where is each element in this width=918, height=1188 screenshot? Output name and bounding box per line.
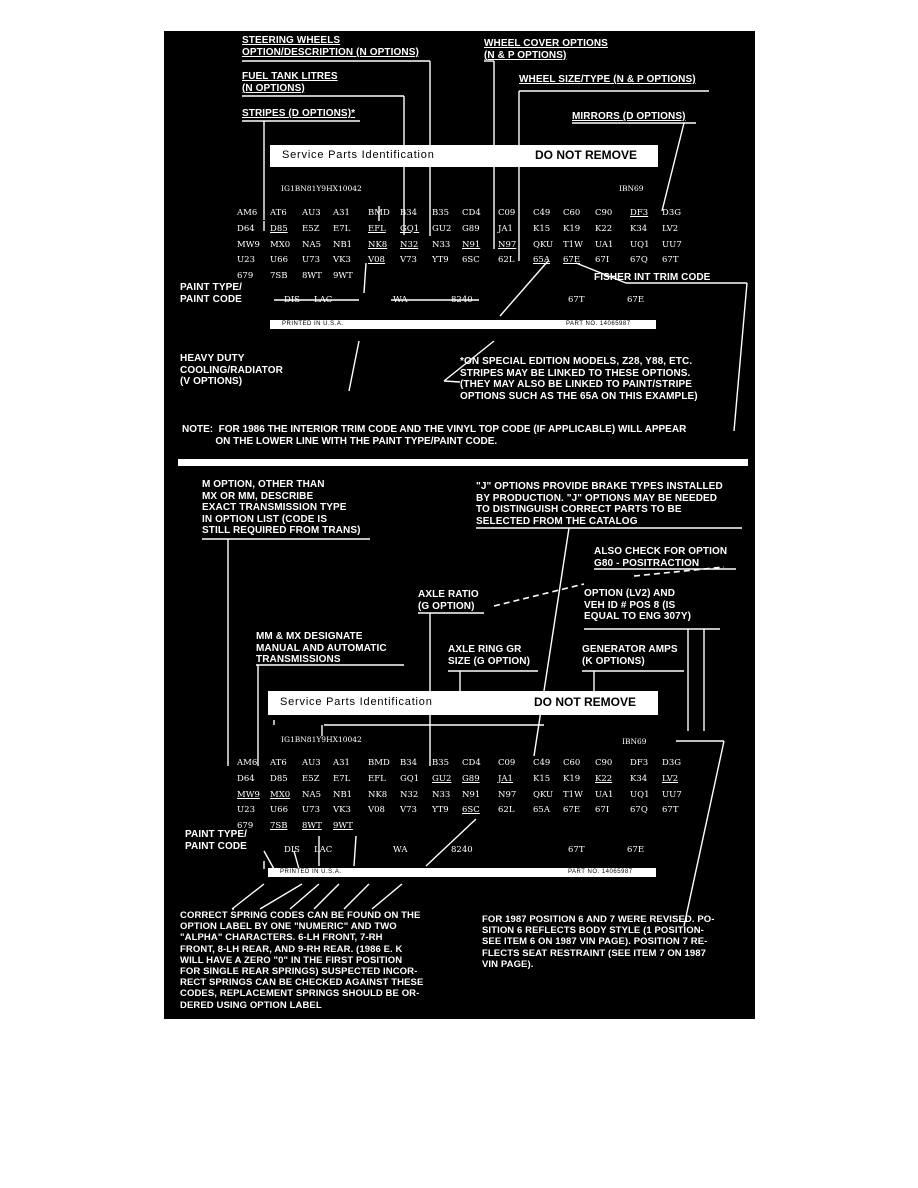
position-revision-note: FOR 1987 POSITION 6 AND 7 WERE REVISED. PO- SITION 6 REFLECTS BODY STYLE (1 POSITION- SEE ITEM 6 ON 1987 VIN PAGE). POSITION 7 RE- FLECTS SEAT RESTRAINT (SEE ITEM 7 ON 1987 VIN PAGE). [482,914,715,970]
top-option-code: 67E [563,255,581,266]
bottom-option-code: AT6 [270,758,287,768]
bottom-option-code: 65A [533,805,550,816]
bottom-option-code: U73 [302,805,320,816]
bottom-option-code: YT9 [432,805,449,816]
top-option-code: T1W [563,239,583,250]
top-option-code: E7L [333,223,351,234]
top-option-code: 679 [237,271,254,282]
top-option-code: NA5 [302,239,321,250]
bottom-option-code: AU3 [302,758,321,768]
bottom-vin: IG1BN81Y9HX10042 [281,735,362,744]
mm-mx-callout: MM & MX DESIGNATE MANUAL AND AUTOMATIC TRANSMISSIONS [256,631,387,665]
bottom-option-code: VK3 [333,805,351,816]
bottom-option-code: U23 [237,805,255,816]
top-printed: PRINTED IN U.S.A. [282,321,344,327]
top-option-code: V08 [368,255,385,266]
bottom-paint-type-callout: PAINT TYPE/ PAINT CODE [185,829,248,852]
mirrors-callout: MIRRORS (D OPTIONS) [572,111,686,122]
top-option-code: B35 [432,208,450,218]
top-code: IBN69 [619,184,644,193]
bottom-option-code: G89 [462,773,480,784]
bottom-option-code: DF3 [630,758,649,768]
top-option-code: CD4 [462,208,481,218]
bottom-option-code: NB1 [333,789,353,800]
top-option-code: K15 [533,223,551,234]
top-option-code: BMD [368,208,390,218]
top-vin: IG1BN81Y9HX10042 [281,184,362,193]
top-option-code: 67T [662,255,679,266]
top-option-code: D64 [237,223,255,234]
bottom-code: IBN69 [622,737,647,746]
top-option-code: EFL [368,223,386,234]
top-option-code: U66 [270,255,288,266]
top-paint-type-callout: PAINT TYPE/ PAINT CODE [180,282,243,305]
bottom-option-code: 7SB [270,821,288,832]
bottom-option-code: E5Z [302,773,320,784]
bottom-option-code: UQ1 [630,789,650,800]
top-option-code: 65A [533,255,550,266]
top-option-code: N32 [400,239,419,250]
bottom-option-code: 679 [237,821,254,832]
bottom-option-code: CD4 [462,758,481,768]
top-option-code: N91 [462,239,481,250]
spring-codes-note: CORRECT SPRING CODES CAN BE FOUND ON THE OPTION LABEL BY ONE "NUMERIC" AND TWO "ALPHA" CHARACTERS. 6-LH FRONT, 7-RH FRONT, 8-LH REAR, AND 9-RH REAR. (1986 E. K WILL HAVE A ZERO "0" IN THE FIRST POSITION FOR SINGLE REAR SPRINGS) SUSPECTED INCOR- RECT SPRINGS CAN BE CHECKED AGAINST THESE CODES, REPLACEMENT SPRINGS SHOULD BE OR- DERED USING OPTION LABEL [180,910,424,1011]
paint-code-value: LAC [314,845,333,855]
top-option-code: AT6 [270,208,287,218]
top-option-code: N33 [432,239,451,250]
bottom-option-code: 8WT [302,821,322,832]
top-option-code: MX0 [270,239,291,250]
top-option-code: C09 [498,208,516,218]
bottom-option-code: C60 [563,758,581,768]
top-option-code: A31 [333,208,350,218]
top-option-code: NK8 [368,239,388,250]
bottom-option-code: 62L [498,805,515,816]
bottom-option-code: 67T [662,805,679,816]
paint-code-value: 67E [627,845,645,855]
bottom-printed: PRINTED IN U.S.A. [280,869,342,875]
top-option-code: K22 [595,223,613,234]
top-option-code: N97 [498,239,517,250]
bottom-option-code: B35 [432,758,450,768]
top-option-code: U23 [237,255,255,266]
bottom-part-no: PART NO. 14065987 [568,869,633,875]
bottom-option-code: MX0 [270,789,291,800]
bottom-option-code: UU7 [662,789,682,800]
paint-code-value: LAC [314,295,333,305]
bottom-label-header [268,691,658,715]
top-option-code: VK3 [333,255,351,266]
paint-code-value: WA [393,295,408,305]
bottom-option-code: UA1 [595,789,614,800]
bottom-option-code: N32 [400,789,419,800]
bottom-label-title: Service Parts Identification [280,696,433,708]
axle-ring-callout: AXLE RING GR SIZE (G OPTION) [448,644,531,667]
paint-code-value: 8240 [451,845,473,855]
steering-wheels-callout: STEERING WHEELS OPTION/DESCRIPTION (N OPTIONS) [242,35,419,58]
stripes-callout: STRIPES (D OPTIONS)* [242,108,356,119]
heavy-duty-callout: HEAVY DUTY COOLING/RADIATOR (V OPTIONS) [180,353,283,387]
top-option-code: AM6 [237,208,258,218]
bottom-option-code: GQ1 [400,773,420,784]
bottom-option-code: 9WT [333,821,353,832]
bottom-option-code: D85 [270,773,288,784]
top-option-code: C49 [533,208,551,218]
bottom-option-code: EFL [368,773,386,784]
bottom-option-code: V08 [368,805,385,816]
top-label-header [270,145,658,167]
paint-code-value: DIS [284,845,300,855]
wheel-cover-callout: WHEEL COVER OPTIONS (N & P OPTIONS) [484,38,608,61]
bottom-option-code: LV2 [662,773,679,784]
bottom-option-code: QKU [533,789,554,800]
top-option-code: YT9 [432,255,449,266]
m-option-callout: M OPTION, OTHER THAN MX OR MM, DESCRIBE EXACT TRANSMISSION TYPE IN OPTION LIST (CODE IS STILL REQUIRED FROM TRANS) [202,479,361,536]
top-option-code: E5Z [302,223,320,234]
bottom-option-code: V73 [400,805,417,816]
top-option-code: GQ1 [400,223,420,234]
top-option-code: QKU [533,239,554,250]
top-option-code: 67Q [630,255,648,266]
top-option-code: UQ1 [630,239,650,250]
bottom-option-code: N33 [432,789,451,800]
bottom-option-code: 6SC [462,805,480,816]
top-option-code: V73 [400,255,417,266]
top-option-code: 6SC [462,255,480,266]
fisher-trim-callout: FISHER INT TRIM CODE [594,272,711,283]
bottom-option-code: AM6 [237,758,258,768]
interior-trim-note: NOTE: FOR 1986 THE INTERIOR TRIM CODE AND THE VINYL TOP CODE (IF APPLICABLE) WILL APPEAR ON THE LOWER LINE WITH THE PAINT TYPE/PAINT CODE. [182,424,687,447]
top-option-code: D85 [270,223,288,234]
bottom-option-code: D3G [662,758,682,768]
bottom-option-code: D64 [237,773,255,784]
bottom-label-warning: DO NOT REMOVE [534,695,637,709]
top-label-footer [270,320,656,329]
bottom-option-code: K19 [563,773,581,784]
bottom-option-code: C90 [595,758,613,768]
top-option-code: UU7 [662,239,682,250]
top-option-code: D3G [662,208,682,218]
bottom-option-code: U66 [270,805,288,816]
bottom-option-code: C49 [533,758,551,768]
paint-code-value: 67T [568,295,585,305]
top-option-code: 9WT [333,271,353,282]
top-option-code: 8WT [302,271,322,282]
bottom-option-code: 67Q [630,805,648,816]
bottom-option-code: C09 [498,758,516,768]
paint-code-value: 8240 [451,295,473,305]
bottom-option-code: GU2 [432,773,452,784]
bottom-option-code: K15 [533,773,551,784]
j-options-callout: "J" OPTIONS PROVIDE BRAKE TYPES INSTALLED BY PRODUCTION. "J" OPTIONS MAY BE NEEDED TO DISTINGUISH CORRECT PARTS TO BE SELECTED FROM THE CATALOG [476,481,723,527]
wheel-size-callout: WHEEL SIZE/TYPE (N & P OPTIONS) [519,74,696,85]
top-option-code: JA1 [498,223,513,234]
bottom-option-code: BMD [368,758,390,768]
top-option-code: C60 [563,208,581,218]
top-option-code: K34 [630,223,648,234]
special-edition-note: *ON SPECIAL EDITION MODELS, Z28, Y88, ETC. STRIPES MAY BE LINKED TO THESE OPTIONS. (THEY MAY ALSO BE LINKED TO PAINT/STRIPE OPTIONS SUCH AS THE 65A ON THIS EXAMPLE) [460,356,698,402]
bottom-option-code: E7L [333,773,351,784]
top-option-code: LV2 [662,223,679,234]
lv2-callout: OPTION (LV2) AND VEH ID # POS 8 (IS EQUAL TO ENG 307Y) [584,588,692,622]
fuel-tank-callout: FUEL TANK LITRES (N OPTIONS) [242,71,338,94]
top-option-code: UA1 [595,239,614,250]
top-option-code: G89 [462,223,480,234]
top-option-code: 62L [498,255,515,266]
top-option-code: U73 [302,255,320,266]
top-option-code: NB1 [333,239,353,250]
top-option-code: C90 [595,208,613,218]
bottom-option-code: N91 [462,789,481,800]
g80-callout: ALSO CHECK FOR OPTION G80 - POSITRACTION [594,546,728,569]
bottom-label-footer [268,868,656,877]
top-option-code: DF3 [630,208,649,218]
top-label-warning: DO NOT REMOVE [535,148,638,162]
bottom-option-code: 67E [563,805,581,816]
top-option-code: 67I [595,255,610,266]
top-option-code: GU2 [432,223,452,234]
generator-callout: GENERATOR AMPS (K OPTIONS) [582,644,678,667]
paint-code-value: 67E [627,295,645,305]
option-label-diagram [164,31,755,1019]
bottom-option-code: JA1 [498,773,513,784]
top-label-title: Service Parts Identification [282,149,435,161]
axle-ratio-callout: AXLE RATIO (G OPTION) [418,589,479,612]
bottom-option-code: T1W [563,789,583,800]
top-option-code: K19 [563,223,581,234]
top-part-no: PART NO. 14065987 [566,321,631,327]
top-option-code: 7SB [270,271,288,282]
bottom-option-code: NK8 [368,789,388,800]
top-option-code: AU3 [302,208,321,218]
top-option-code: B34 [400,208,418,218]
bottom-option-code: NA5 [302,789,321,800]
bottom-option-code: K22 [595,773,613,784]
bottom-option-code: B34 [400,758,418,768]
paint-code-value: 67T [568,845,585,855]
bottom-option-code: 67I [595,805,610,816]
top-option-code: MW9 [237,239,260,250]
bottom-option-code: A31 [333,758,350,768]
paint-code-value: DIS [284,295,300,305]
bottom-option-code: MW9 [237,789,260,800]
bottom-option-code: N97 [498,789,517,800]
paint-code-value: WA [393,845,408,855]
bottom-option-code: K34 [630,773,648,784]
